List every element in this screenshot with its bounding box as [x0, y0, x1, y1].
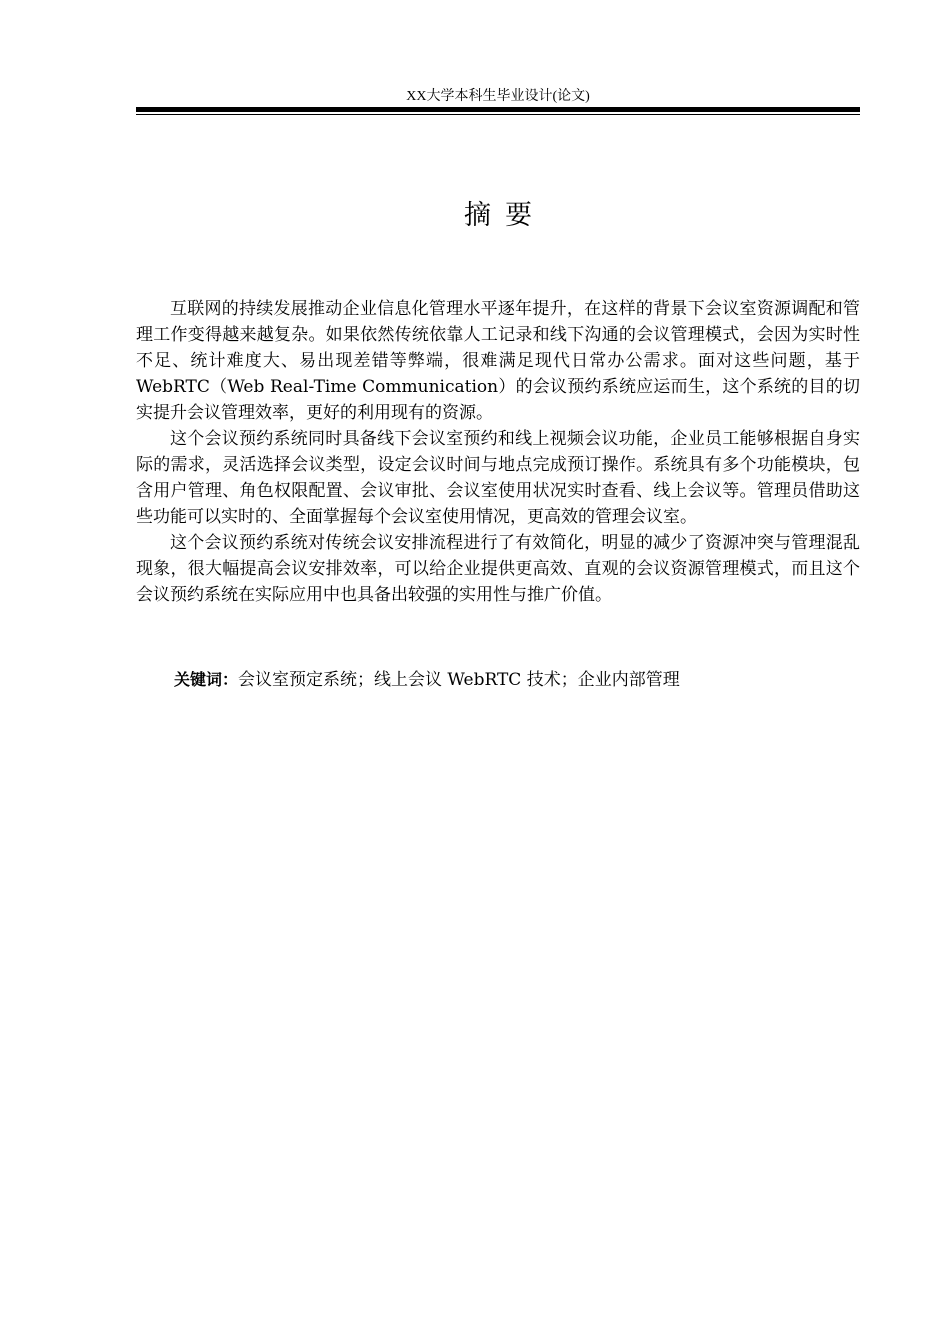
keywords-label: 关键词： — [174, 670, 239, 689]
header-rule-thick — [136, 107, 860, 112]
keywords-text: 会议室预定系统；线上会议 WebRTC 技术；企业内部管理 — [238, 670, 680, 690]
abstract-paragraph-1: 互联网的持续发展推动企业信息化管理水平逐年提升，在这样的背景下会议室资源调配和管理工作变得越来越复杂。如果依然传统依靠人工记录和线下沟通的会议管理模式，会因为实时性不足、统计难度大、易出现差错等弊端，很难满足现代日常办公需求。面对这些问题，基于WebRTC（Web Real-Time Communication）的会议预约系统应运而生，这个系统的目的切实提升会议管理效率，更好的利用现有的资源。 — [136, 299, 860, 423]
header-rule-thin — [136, 114, 860, 115]
page-header: XX大学本科生毕业设计(论文) — [406, 89, 590, 104]
abstract-body — [136, 296, 860, 608]
abstract-paragraph-3: 这个会议预约系统对传统会议安排流程进行了有效简化，明显的减少了资源冲突与管理混乱现象，很大幅提高会议安排效率，可以给企业提供更高效、直观的会议资源管理模式，而且这个会议预约系统在实际应用中也具备出较强的实用性与推广价值。 — [136, 533, 860, 605]
abstract-title: 摘要 — [464, 200, 546, 231]
abstract-paragraph-2: 这个会议预约系统同时具备线下会议室预约和线上视频会议功能，企业员工能够根据自身实际的需求，灵活选择会议类型，设定会议时间与地点完成预订操作。系统具有多个功能模块，包含用户管理、角色权限配置、会议审批、会议室使用状况实时查看、线上会议等。管理员借助这些功能可以实时的、全面掌握每个会议室使用情况，更高效的管理会议室。 — [136, 429, 860, 527]
keywords — [136, 667, 860, 693]
